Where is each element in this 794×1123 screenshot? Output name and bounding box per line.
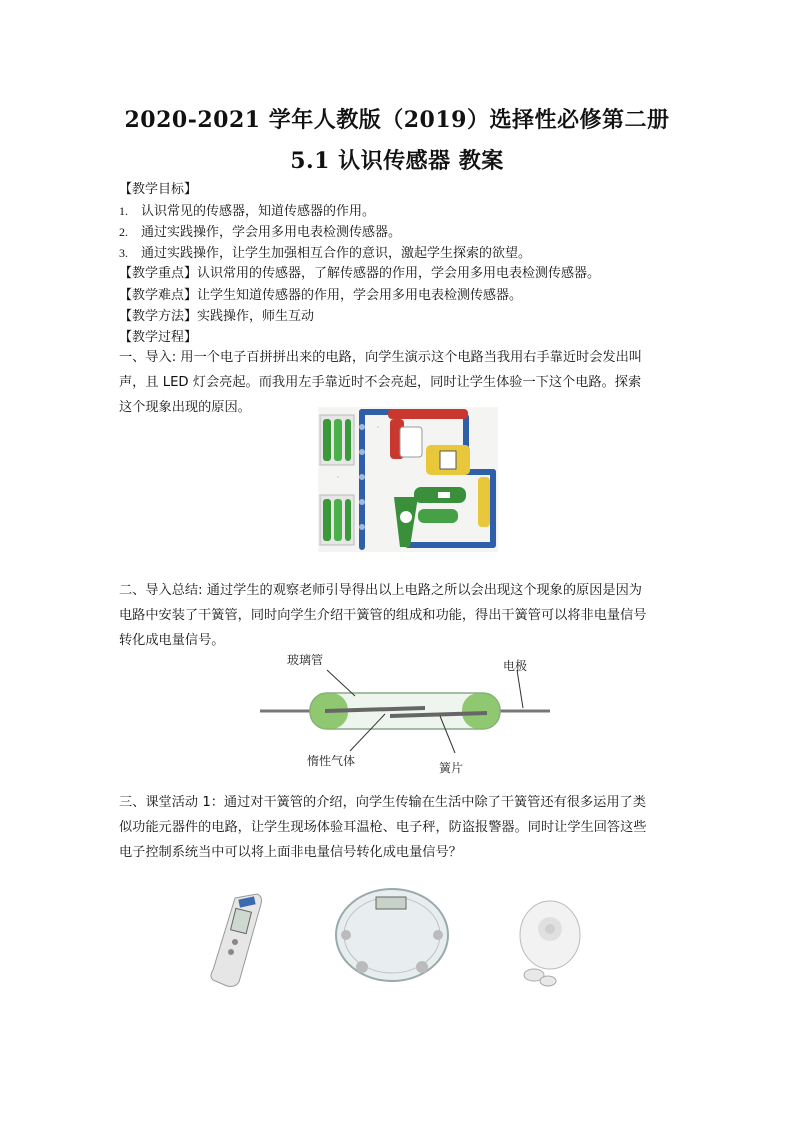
paragraph-line: 一、导入: 用一个电子百拼拼出来的电路，向学生演示这个电路当我用右手靠近时会发出叫 (119, 350, 642, 365)
anti-theft-alarm-image (512, 895, 582, 990)
difficulty: 【教学难点】让学生知道传感器的作用，学会用多用电表检测传感器。 (119, 288, 523, 303)
teaching-method: 【教学方法】实践操作，师生互动 (119, 309, 315, 324)
circuit-kit-photo (318, 407, 498, 552)
objective-number: 2. (119, 225, 128, 239)
paragraph-line: 似功能元器件的电路，让学生现场体验耳温枪、电子秤，防盗报警器。同时让学生回答这些 (119, 820, 647, 835)
reed-switch-diagram (255, 648, 555, 778)
document-subtitle: 5.1 认识传感器 教案 (290, 148, 504, 174)
objective-number: 3. (119, 246, 128, 260)
paragraph-line: 二、导入总结: 通过学生的观察老师引导得出以上电路之所以会出现这个现象的原因是因为 (119, 583, 642, 598)
objective-number: 1. (119, 204, 128, 218)
objectives-heading: 【教学目标】 (119, 182, 198, 197)
objective-text: 通过实践操作，学会用多用电表检测传感器。 (141, 225, 402, 240)
label-reed: 簧片 (439, 761, 464, 775)
electronic-scale-image (332, 885, 452, 990)
ear-thermometer-image (205, 890, 275, 990)
paragraph-line: 三、课堂活动 1：通过对干簧管的介绍，向学生传输在生活中除了干簧管还有很多运用了类 (119, 795, 646, 810)
section-summary (119, 578, 677, 653)
key-point: 【教学重点】认识常用的传感器，了解传感器的作用，学会用多用电表检测传感器。 (119, 266, 601, 281)
label-inert-gas: 惰性气体 (307, 754, 356, 768)
objective-item (119, 201, 679, 222)
paragraph-line: 电子控制系统当中可以将上面非电量信号转化成电量信号？ (119, 845, 462, 860)
paragraph-line: 声，且 LED 灯会亮起。而我用左手靠近时不会亮起，同时让学生体验一下这个电路。探索 (119, 375, 642, 390)
objective-text: 认识常见的传感器，知道传感器的作用。 (141, 204, 376, 219)
paragraph-line: 转化成电量信号。 (119, 633, 225, 648)
label-glass-tube: 玻璃管 (287, 653, 324, 667)
process-heading: 【教学过程】 (119, 330, 198, 345)
objective-item (119, 243, 679, 264)
document-title: 2020-2021 学年人教版（2019）选择性必修第二册 (124, 107, 670, 133)
paragraph-line: 电路中安装了干簧管，同时向学生介绍干簧管的组成和功能，得出干簧管可以将非电量信号 (119, 608, 647, 623)
section-activity (119, 790, 677, 865)
objective-item (119, 222, 679, 243)
paragraph-line: 这个现象出现的原因。 (119, 400, 251, 415)
label-electrode: 电极 (503, 659, 528, 673)
objective-text: 通过实践操作，让学生加强相互合作的意识，激起学生探索的欲望。 (141, 246, 532, 261)
